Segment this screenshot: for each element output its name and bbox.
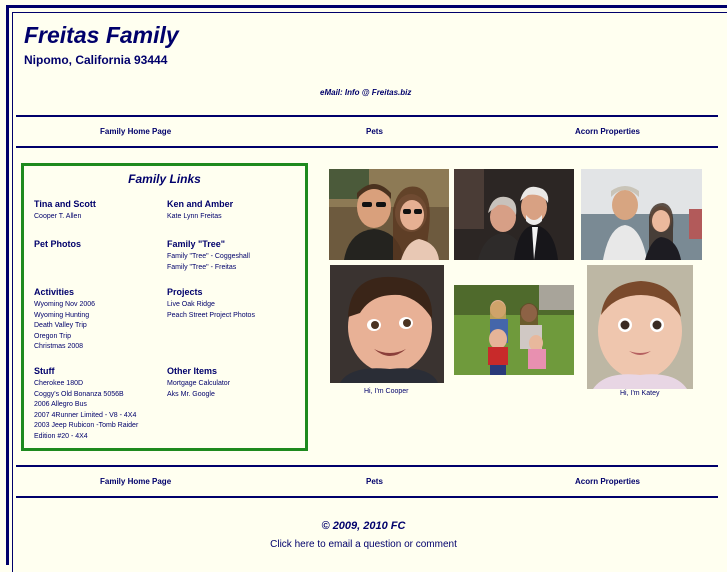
copyright-text: © 2009, 2010 FC [321,520,406,532]
link-item[interactable]: Aks Mr. Google [167,390,215,398]
link-item[interactable]: Christmas 2008 [34,343,84,350]
family-links-panel [21,163,308,451]
group-heading[interactable]: Other Items [167,366,218,376]
nav-family-home-link[interactable]: Family Home Page [100,477,172,486]
couple-photo[interactable] [329,169,449,260]
divider [16,115,718,117]
divider [16,496,718,498]
group-family-tree [167,239,250,273]
link-item[interactable]: Coggy's Old Bonanza 5056B [34,390,124,398]
nav-pets-link[interactable]: Pets [366,477,383,486]
link-item[interactable]: Cooper T. Allen [34,213,82,220]
group-heading[interactable]: Tina and Scott [34,199,96,209]
group-other-items [167,366,230,400]
group-heading[interactable]: Activities [34,287,75,297]
nav-family-home-link[interactable]: Family Home Page [100,127,172,136]
link-item[interactable]: Family "Tree" - Coggeshall [167,253,250,260]
nav-pets-link[interactable]: Pets [366,127,383,136]
link-item[interactable]: 2007 4Runner Limited - V8 - 4X4 [34,411,137,419]
link-item[interactable]: Wyoming Nov 2006 [34,301,96,308]
link-item[interactable]: 2006 Allegro Bus [34,401,87,408]
link-item[interactable]: Death Valley Trip [34,322,87,329]
children-garden-photo[interactable] [454,285,574,375]
cooper-photo[interactable] [330,265,444,383]
group-heading[interactable]: Projects [167,287,203,297]
divider [16,146,718,148]
family-links-title: Family Links [128,172,201,186]
group-heading[interactable]: Pet Photos [34,239,82,249]
link-item[interactable]: 2003 Jeep Rubicon -Tomb Raider [34,422,139,429]
outdoor-couple-photo[interactable] [581,169,702,260]
group-projects [167,287,255,321]
divider [16,465,718,467]
group-heading[interactable]: Family "Tree" [167,239,226,249]
email-link[interactable]: eMail: Info @ Freitas.biz [320,88,412,97]
group-heading[interactable]: Ken and Amber [167,199,234,209]
group-heading[interactable]: Stuff [34,366,55,376]
group-ken-amber [167,199,233,223]
katey-photo[interactable] [587,265,693,389]
group-stuff [34,366,138,442]
katey-caption: Hi, I'm Katey [620,390,660,397]
cooper-caption: Hi, I'm Cooper [364,388,409,395]
link-item[interactable]: Mortgage Calculator [167,380,231,387]
nav-acorn-properties-link[interactable]: Acorn Properties [575,127,640,136]
link-item[interactable]: Kate Lynn Freitas [167,213,222,220]
grandparents-photo[interactable] [454,169,574,260]
link-item[interactable]: Family "Tree" - Freitas [167,263,237,271]
contact-email-link[interactable]: Click here to email a question or comment [270,539,457,550]
location-subtitle: Nipomo, California 93444 [24,53,168,67]
group-tina-scott [34,199,96,223]
link-item[interactable]: Edition #20 - 4X4 [34,432,88,440]
nav-acorn-properties-link[interactable]: Acorn Properties [575,477,640,486]
page-title: Freitas Family [24,22,179,48]
group-pet-photos [34,239,81,252]
link-item[interactable]: Live Oak Ridge [167,301,215,308]
link-item[interactable]: Wyoming Hunting [34,311,90,319]
link-item[interactable]: Cherokee 180D [34,380,84,387]
group-activities [34,287,95,353]
link-item[interactable]: Peach Street Project Photos [167,311,255,319]
link-item[interactable]: Oregon Trip [34,332,71,340]
